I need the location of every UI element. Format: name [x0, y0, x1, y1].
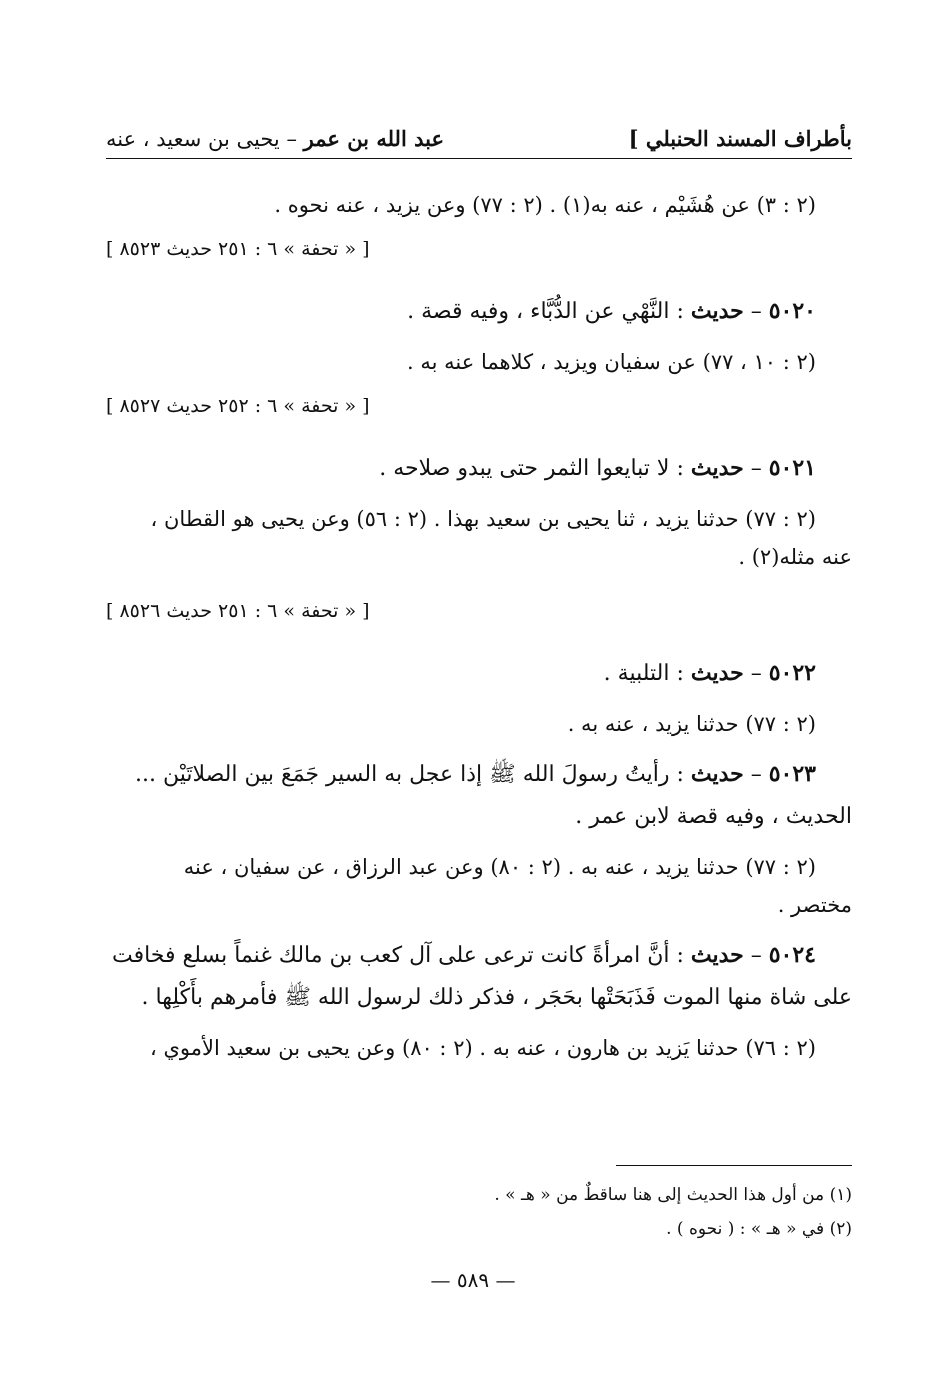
tuhfa-reference — [106, 592, 852, 630]
page-body — [106, 186, 852, 1067]
hadith-text: : أنَّ امرأةً كانت ترعى على آل كعب بن مالك غنماً بسلع فخافت — [111, 943, 691, 968]
hadith-entry-5024: ٥٠٢٤ – حديث : أنَّ امرأةً كانت ترعى على آل كعب بن مالك غنماً بسلع فخافت — [111, 942, 816, 968]
hadith-entry-5020: ٥٠٢٠ – حديث : النَّهْي عن الدُّبَّاء ، وفيه قصة . — [407, 298, 816, 324]
hadith-text-continued: على شاة منها الموت فَذَبَحَتْها بحَجَر ، فذكر ذلك لرسول الله ﷺ فأمرهم بأَكْلِها . — [141, 985, 852, 1010]
running-header — [106, 118, 852, 159]
footnote-divider — [616, 1165, 852, 1166]
header-book-title: بأطراف المسند الحنبلي ] — [628, 125, 852, 151]
source-line-continued: مختصر . — [777, 893, 852, 917]
source-line: (٢ : ٧٦) حدثنا يَزيد بن هارون ، عنه به . (٢ : ٨٠) وعن يحيى بن سعيد الأموي ، — [150, 1036, 816, 1060]
source-line: (٢ : ٣) عن هُشَيْم ، عنه به(١) . (٢ : ٧٧) وعن يزيد ، عنه نحوه . — [274, 193, 816, 217]
hadith-entry-5023: ٥٠٢٣ – حديث : رأيتُ رسولَ الله ﷺ إذا عجل به السير جَمَعَ بين الصلاتَيْن ... — [135, 761, 816, 787]
source-line: (٢ : ١٠ ، ٧٧) عن سفيان ويزيد ، كلاهما عنه به . — [407, 350, 816, 374]
hadith-keyword: حديث — [690, 761, 744, 787]
footnote-2: (٢) في « هـ » : ( نحوه ) . — [666, 1219, 852, 1239]
hadith-text-continued: الحديث ، وفيه قصة لابن عمر . — [575, 804, 852, 829]
header-section-title-bold: عبد الله بن عمر — [303, 125, 444, 151]
tuhfa-reference-text: [ « تحفة » ٦ : ٢٥٢ حديث ٨٥٢٧ ] — [106, 395, 370, 417]
footnotes — [106, 1178, 852, 1246]
source-line: (٢ : ٧٧) حدثنا يزيد ، ثنا يحيى بن سعيد بهذا . (٢ : ٥٦) وعن يحيى هو القطان ، — [150, 507, 816, 531]
footnote-1: (١) من أول هذا الحديث إلى هنا ساقطٌ من « هـ » . — [494, 1185, 852, 1205]
hadith-keyword: حديث — [690, 455, 744, 481]
hadith-text: : النَّهْي عن الدُّبَّاء ، وفيه قصة . — [407, 299, 691, 324]
header-section-title-rest: – يحيى بن سعيد ، عنه — [106, 126, 304, 151]
tuhfa-reference — [106, 387, 852, 425]
hadith-number: ٥٠٢٠ — [768, 298, 816, 324]
hadith-number: ٥٠٢٤ — [768, 942, 816, 968]
hadith-keyword: حديث — [690, 660, 744, 686]
hadith-text: : التلبية . — [603, 661, 691, 686]
hadith-entry-5022: ٥٠٢٢ – حديث : التلبية . — [603, 660, 816, 686]
page-number: — ٥٨٩ — — [430, 1268, 516, 1292]
hadith-text: : رأيتُ رسولَ الله ﷺ إذا عجل به السير جَمَعَ بين الصلاتَيْن ... — [135, 762, 691, 787]
tuhfa-reference-text: [ « تحفة » ٦ : ٢٥١ حديث ٨٥٢٣ ] — [106, 238, 370, 260]
tuhfa-reference-text: [ « تحفة » ٦ : ٢٥١ حديث ٨٥٢٦ ] — [106, 600, 370, 622]
hadith-keyword: حديث — [690, 942, 744, 968]
hadith-entry-5021: ٥٠٢١ – حديث : لا تبايعوا الثمر حتى يبدو صلاحه . — [379, 455, 816, 481]
hadith-keyword: حديث — [690, 298, 744, 324]
hadith-number: ٥٠٢١ — [768, 455, 816, 481]
hadith-number: ٥٠٢٢ — [768, 660, 816, 686]
source-line: (٢ : ٧٧) حدثنا يزيد ، عنه به . (٢ : ٨٠) وعن عبد الرزاق ، عن سفيان ، عنه — [183, 855, 816, 879]
tuhfa-reference — [106, 230, 852, 268]
header-section-title — [106, 126, 444, 151]
hadith-text: : لا تبايعوا الثمر حتى يبدو صلاحه . — [379, 456, 691, 481]
source-line: (٢ : ٧٧) حدثنا يزيد ، عنه به . — [567, 712, 816, 736]
hadith-number: ٥٠٢٣ — [768, 761, 816, 787]
source-line-continued: عنه مثله(٢) . — [738, 545, 852, 569]
